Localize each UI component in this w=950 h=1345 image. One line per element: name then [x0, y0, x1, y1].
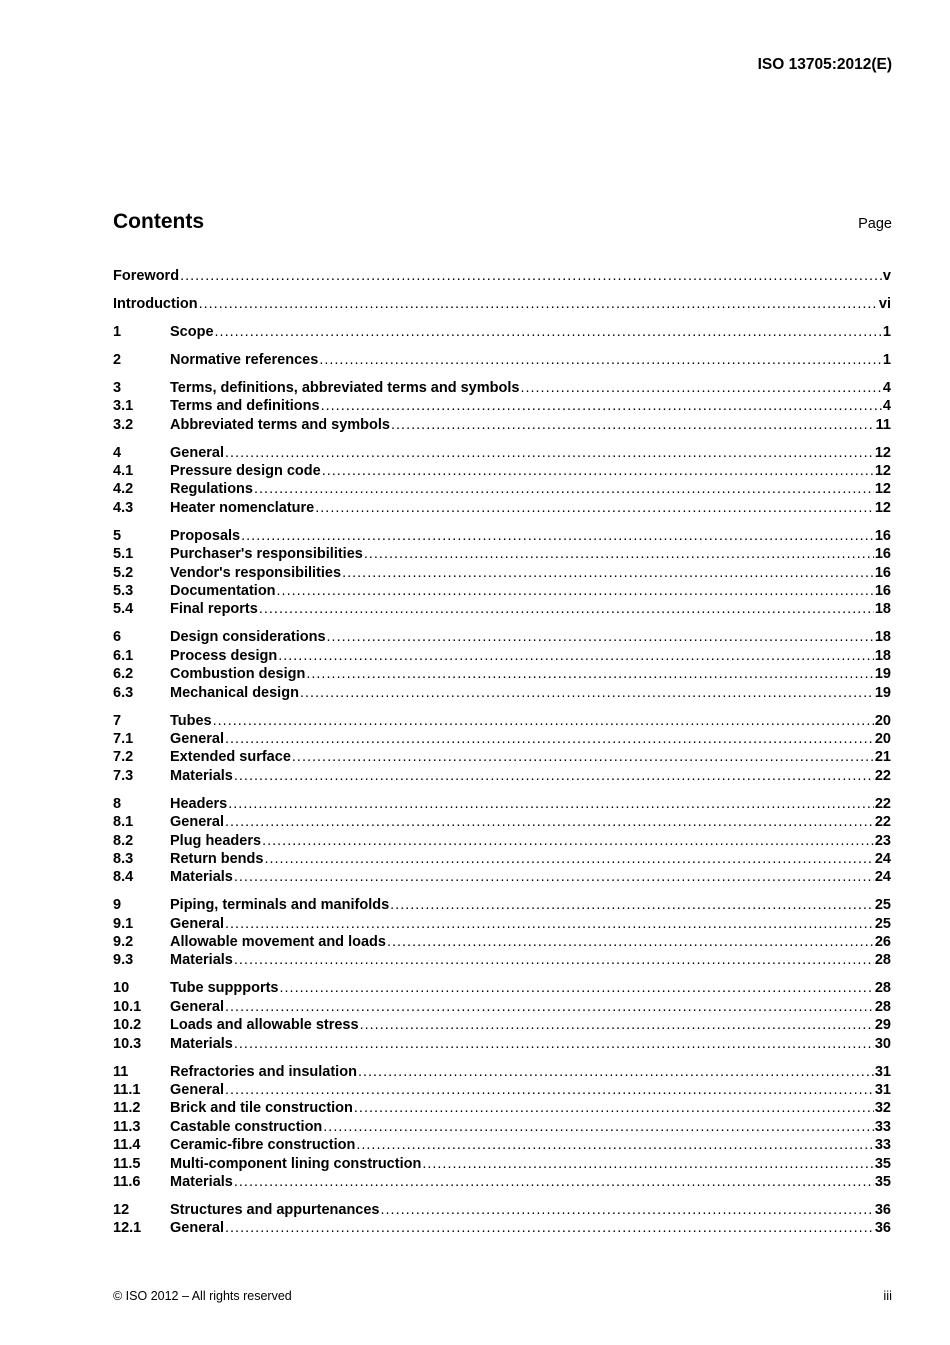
- toc-entry-title: Introduction: [113, 295, 198, 312]
- toc-dot-leader: [199, 296, 878, 312]
- toc-entry-page: 36: [874, 1220, 891, 1237]
- toc-dot-leader: [358, 1064, 874, 1080]
- toc-entry-number: 10.3: [113, 1035, 142, 1052]
- toc-entry-page: 18: [874, 601, 891, 618]
- toc-dot-leader: [364, 546, 874, 562]
- toc-entry-number: 9: [113, 897, 122, 914]
- toc-entry-title: Mechanical design: [170, 684, 299, 701]
- toc-entry-title: Pressure design code: [170, 463, 321, 480]
- toc-entry-number: 5.4: [113, 601, 134, 618]
- toc-entry[interactable]: [113, 685, 891, 703]
- toc-entry-title: Headers: [170, 795, 228, 812]
- toc-dot-leader: [213, 713, 874, 729]
- toc-entry-number: 11.2: [113, 1100, 141, 1117]
- toc-entry-page: 18: [874, 629, 891, 646]
- toc-entry-title: General: [170, 1220, 224, 1237]
- toc-entry-page: 12: [874, 463, 891, 480]
- toc-entry-number: 6.1: [113, 647, 134, 664]
- toc-entry-title: Process design: [170, 647, 278, 664]
- toc-entry-number: 10.1: [113, 998, 142, 1015]
- toc-entry-number: 9.2: [113, 934, 134, 951]
- toc-entry[interactable]: [113, 897, 891, 915]
- toc-dot-leader: [520, 380, 881, 396]
- toc-entry[interactable]: [113, 324, 891, 342]
- toc-entry-page: 33: [874, 1137, 891, 1154]
- toc-entry[interactable]: [113, 500, 891, 518]
- toc-entry[interactable]: [113, 463, 891, 481]
- toc-entry-number: 12.1: [113, 1220, 142, 1237]
- toc-entry-title: Materials: [170, 952, 233, 969]
- toc-entry-page: 28: [874, 980, 891, 997]
- toc-entry-page: 25: [874, 915, 891, 932]
- toc-entry-page: 24: [874, 869, 891, 886]
- toc-entry[interactable]: [113, 268, 891, 286]
- toc-entry-title: General: [170, 915, 224, 932]
- toc-entry-number: 10: [113, 980, 130, 997]
- toc-dot-leader: [360, 1017, 874, 1033]
- toc-entry-title: Terms and definitions: [170, 398, 320, 415]
- toc-dot-leader: [342, 565, 874, 581]
- toc-entry-page: 31: [874, 1063, 891, 1080]
- toc-dot-leader: [262, 833, 874, 849]
- toc-entry[interactable]: [113, 565, 891, 583]
- toc-entry[interactable]: [113, 352, 891, 370]
- toc-entry-title: Abbreviated terms and symbols: [170, 416, 390, 433]
- toc-dot-leader: [180, 268, 882, 284]
- toc-entry-number: 11.1: [113, 1081, 141, 1098]
- toc-entry-number: 5: [113, 527, 122, 544]
- toc-entry-number: 7.3: [113, 767, 134, 784]
- toc-entry-title: General: [170, 998, 224, 1015]
- toc-entry[interactable]: [113, 417, 891, 435]
- toc-entry-title: Proposals: [170, 527, 241, 544]
- toc-entry-title: Materials: [170, 1035, 233, 1052]
- toc-entry-title: Refractories and insulation: [170, 1063, 357, 1080]
- toc-entry-title: Materials: [170, 869, 233, 886]
- toc-entry-page: v: [882, 268, 891, 284]
- toc-entry-page: 20: [874, 730, 891, 747]
- toc-entry-number: 10.2: [113, 1017, 142, 1034]
- toc-entry-number: 3.1: [113, 398, 134, 415]
- toc-entry-page: 16: [874, 583, 891, 600]
- toc-dot-leader: [354, 1100, 874, 1116]
- toc-entry[interactable]: [113, 1064, 891, 1082]
- toc-entry-title: Return bends: [170, 850, 264, 867]
- toc-entry-title: General: [170, 730, 224, 747]
- toc-entry[interactable]: [113, 851, 891, 869]
- toc-entry-title: Design considerations: [170, 629, 326, 646]
- toc-entry-page: 22: [874, 814, 891, 831]
- toc-dot-leader: [241, 528, 874, 544]
- toc-entry[interactable]: [113, 1119, 891, 1137]
- toc-dot-leader: [234, 1036, 874, 1052]
- toc-entry[interactable]: [113, 666, 891, 684]
- toc-entry[interactable]: [113, 546, 891, 564]
- toc-entry-page: 29: [874, 1017, 891, 1034]
- toc-dot-leader: [234, 1174, 874, 1190]
- toc-entry-page: 30: [874, 1035, 891, 1052]
- toc-entry-page: 11: [875, 416, 891, 433]
- toc-entry[interactable]: [113, 833, 891, 851]
- toc-entry-page: 28: [874, 952, 891, 969]
- toc-entry-page: 16: [874, 564, 891, 581]
- toc-entry[interactable]: [113, 1017, 891, 1035]
- toc-entry[interactable]: [113, 1036, 891, 1054]
- toc-entry[interactable]: [113, 296, 891, 314]
- toc-entry-title: Materials: [170, 767, 233, 784]
- toc-entry-title: Combustion design: [170, 666, 306, 683]
- toc-entry[interactable]: [113, 1100, 891, 1118]
- toc-entry[interactable]: [113, 648, 891, 666]
- toc-entry-title: Heater nomenclature: [170, 499, 315, 516]
- toc-entry-page: 12: [874, 499, 891, 516]
- toc-entry-title: Foreword: [113, 268, 180, 284]
- toc-entry[interactable]: [113, 869, 891, 887]
- toc-entry-number: 8: [113, 795, 122, 812]
- toc-dot-leader: [228, 796, 874, 812]
- toc-entry-number: 11.6: [113, 1173, 141, 1190]
- toc-entry[interactable]: [113, 713, 891, 731]
- toc-entry[interactable]: [113, 601, 891, 619]
- toc-dot-leader: [225, 916, 874, 932]
- toc-dot-leader: [356, 1137, 874, 1153]
- toc-entry-page: 22: [874, 767, 891, 784]
- toc-entry-number: 5.1: [113, 546, 134, 563]
- toc-dot-leader: [225, 1082, 874, 1098]
- toc-entry-number: 7.2: [113, 749, 134, 766]
- toc-entry-title: General: [170, 444, 224, 461]
- toc-entry-number: 5.2: [113, 564, 134, 581]
- toc-dot-leader: [300, 685, 874, 701]
- toc-entry-title: Piping, terminals and manifolds: [170, 897, 390, 914]
- toc-entry-page: 20: [874, 712, 891, 729]
- toc-entry-page: 23: [874, 832, 891, 849]
- toc-entry-number: 2: [113, 351, 122, 368]
- toc-dot-leader: [225, 445, 874, 461]
- toc-dot-leader: [387, 934, 874, 950]
- toc-entry-page: 36: [874, 1201, 891, 1218]
- toc-dot-leader: [391, 417, 875, 433]
- toc-entry-number: 11.4: [113, 1137, 141, 1154]
- toc-entry-page: 19: [874, 666, 891, 683]
- toc-dot-leader: [292, 749, 874, 765]
- toc-entry-title: Allowable movement and loads: [170, 934, 386, 951]
- toc-entry-page: 26: [874, 934, 891, 951]
- toc-entry-title: Documentation: [170, 583, 276, 600]
- toc-entry-page: 28: [874, 998, 891, 1015]
- toc-dot-leader: [254, 481, 874, 497]
- toc-entry-page: 4: [882, 379, 891, 396]
- toc-entry-page: 31: [874, 1081, 891, 1098]
- toc-entry-number: 9.3: [113, 952, 134, 969]
- toc-entry-page: 1: [882, 351, 891, 368]
- toc-entry-page: 25: [874, 897, 891, 914]
- toc-entry[interactable]: [113, 980, 891, 998]
- toc-entry[interactable]: [113, 380, 891, 398]
- toc-entry[interactable]: [113, 796, 891, 814]
- toc-dot-leader: [315, 500, 874, 516]
- toc-entry-number: 11: [113, 1063, 129, 1080]
- toc-entry-title: Castable construction: [170, 1118, 323, 1135]
- toc-entry-page: 12: [874, 444, 891, 461]
- toc-entry-page: 16: [874, 527, 891, 544]
- toc-entry-page: 33: [874, 1118, 891, 1135]
- toc-dot-leader: [321, 398, 882, 414]
- toc-entry-title: Scope: [170, 323, 214, 340]
- toc-entry-title: Materials: [170, 1173, 233, 1190]
- toc-entry-number: 11.3: [113, 1118, 141, 1135]
- toc-dot-leader: [234, 869, 874, 885]
- toc-entry-number: 6.3: [113, 684, 134, 701]
- toc-entry-page: 21: [874, 749, 891, 766]
- toc-entry-title: Multi-component lining construction: [170, 1155, 422, 1172]
- page-column-label: Page: [858, 216, 892, 232]
- toc-dot-leader: [277, 583, 874, 599]
- toc-entry-number: 8.3: [113, 850, 134, 867]
- toc-dot-leader: [264, 851, 873, 867]
- contents-title: Contents: [113, 210, 204, 233]
- toc-dot-leader: [279, 980, 873, 996]
- toc-dot-leader: [306, 666, 874, 682]
- toc-entry-number: 6: [113, 629, 122, 646]
- toc-entry-page: 12: [874, 481, 891, 498]
- toc-entry[interactable]: [113, 1202, 891, 1220]
- toc-dot-leader: [215, 324, 882, 340]
- toc-entry-title: Tubes: [170, 712, 212, 729]
- toc-entry-number: 3: [113, 379, 122, 396]
- toc-entry-page: 24: [874, 850, 891, 867]
- toc-entry-title: Extended surface: [170, 749, 291, 766]
- toc-entry-title: Tube suppports: [170, 980, 279, 997]
- toc-entry[interactable]: [113, 1220, 891, 1238]
- toc-entry[interactable]: [113, 398, 891, 416]
- toc-dot-leader: [234, 952, 874, 968]
- toc-entry[interactable]: [113, 1082, 891, 1100]
- toc-entry-number: 4.3: [113, 499, 134, 516]
- toc-entry-page: 4: [882, 398, 891, 415]
- toc-entry[interactable]: [113, 916, 891, 934]
- toc-entry[interactable]: [113, 445, 891, 463]
- toc-dot-leader: [327, 629, 874, 645]
- toc-dot-leader: [422, 1156, 874, 1172]
- toc-entry-page: 18: [874, 647, 891, 664]
- toc-entry-title: General: [170, 1081, 224, 1098]
- toc-entry-number: 8.2: [113, 832, 134, 849]
- toc-entry[interactable]: [113, 481, 891, 499]
- toc-entry-title: Brick and tile construction: [170, 1100, 353, 1117]
- toc-dot-leader: [381, 1202, 874, 1218]
- toc-entry-page: 16: [874, 546, 891, 563]
- toc-entry-number: 5.3: [113, 583, 134, 600]
- document-id: ISO 13705:2012(E): [757, 56, 892, 73]
- toc-entry[interactable]: [113, 528, 891, 546]
- toc-entry-number: 12: [113, 1201, 130, 1218]
- toc-entry-title: Vendor's responsibilities: [170, 564, 342, 581]
- toc-entry-title: Normative references: [170, 351, 319, 368]
- toc-dot-leader: [225, 1220, 874, 1236]
- toc-dot-leader: [322, 463, 874, 479]
- toc-entry[interactable]: [113, 629, 891, 647]
- toc-entry-title: Loads and allowable stress: [170, 1017, 359, 1034]
- toc-entry-number: 4.1: [113, 463, 134, 480]
- toc-entry-number: 11.5: [113, 1155, 141, 1172]
- toc-entry[interactable]: [113, 1156, 891, 1174]
- toc-entry-page: vi: [878, 295, 891, 312]
- toc-entry[interactable]: [113, 731, 891, 749]
- toc-entry-title: Structures and appurtenances: [170, 1201, 380, 1218]
- toc-entry-number: 9.1: [113, 915, 134, 932]
- toc-entry[interactable]: [113, 934, 891, 952]
- toc-entry-title: General: [170, 814, 224, 831]
- toc-entry-title: Ceramic-fibre construction: [170, 1137, 356, 1154]
- toc-entry-number: 7: [113, 712, 122, 729]
- toc-entry[interactable]: [113, 952, 891, 970]
- toc-dot-leader: [225, 731, 874, 747]
- toc-entry-page: 19: [874, 684, 891, 701]
- toc-entry-number: 7.1: [113, 730, 134, 747]
- toc-entry-title: Plug headers: [170, 832, 262, 849]
- toc-entry[interactable]: [113, 1174, 891, 1192]
- toc-entry-title: Final reports: [170, 601, 258, 618]
- toc-entry-number: 3.2: [113, 416, 134, 433]
- toc-entry-number: 6.2: [113, 666, 134, 683]
- toc-dot-leader: [225, 999, 874, 1015]
- toc-entry-page: 35: [874, 1173, 891, 1190]
- toc-dot-leader: [234, 768, 874, 784]
- toc-dot-leader: [225, 814, 874, 830]
- toc-entry-number: 4: [113, 444, 122, 461]
- toc-entry[interactable]: [113, 749, 891, 767]
- toc-entry-number: 8.4: [113, 869, 134, 886]
- toc-entry[interactable]: [113, 583, 891, 601]
- toc-entry[interactable]: [113, 1137, 891, 1155]
- toc-entry-page: 1: [882, 323, 891, 340]
- toc-dot-leader: [259, 601, 874, 617]
- toc-entry-page: 35: [874, 1155, 891, 1172]
- table-of-contents: [113, 268, 891, 1239]
- toc-entry[interactable]: [113, 999, 891, 1017]
- toc-entry-number: 8.1: [113, 814, 134, 831]
- toc-entry-number: 1: [113, 323, 122, 340]
- copyright-notice: © ISO 2012 – All rights reserved: [113, 1289, 292, 1303]
- toc-entry[interactable]: [113, 814, 891, 832]
- toc-entry-number: 4.2: [113, 481, 134, 498]
- page-number: iii: [883, 1288, 892, 1303]
- toc-dot-leader: [319, 352, 882, 368]
- toc-dot-leader: [278, 648, 874, 664]
- toc-entry-page: 32: [874, 1100, 891, 1117]
- toc-dot-leader: [323, 1119, 874, 1135]
- toc-entry[interactable]: [113, 768, 891, 786]
- toc-dot-leader: [390, 897, 874, 913]
- toc-entry-title: Purchaser's responsibilities: [170, 546, 363, 563]
- toc-entry-title: Regulations: [170, 481, 253, 498]
- toc-entry-page: 22: [874, 795, 891, 812]
- toc-entry-title: Terms, definitions, abbreviated terms and symbols: [170, 379, 520, 396]
